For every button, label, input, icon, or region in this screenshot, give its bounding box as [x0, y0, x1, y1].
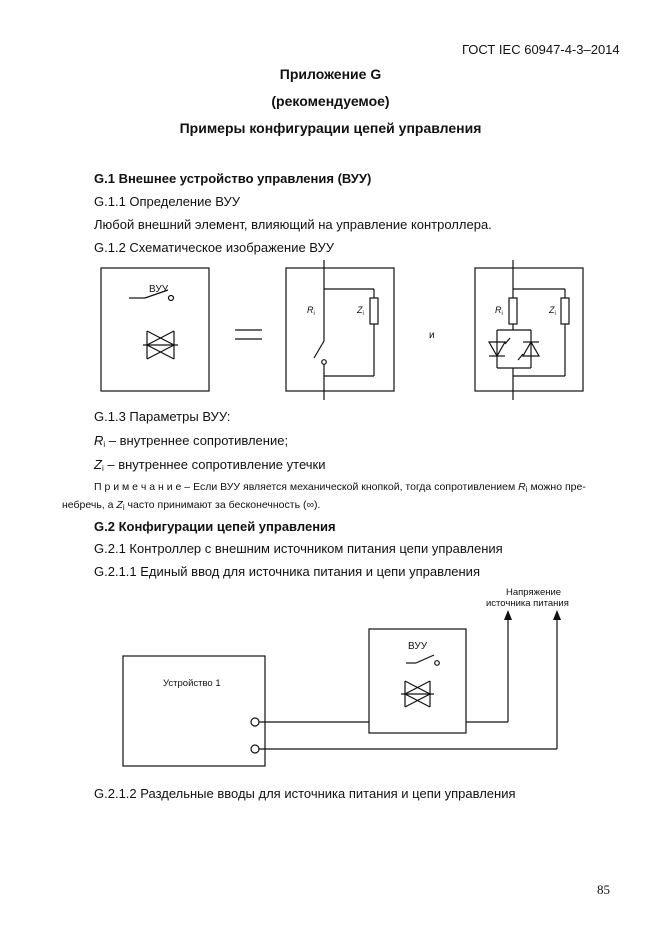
- ri-definition: $R_i$ – внутреннее сопротивление;: [94, 433, 289, 449]
- vuu-label: ВУУ: [149, 284, 169, 295]
- supply-label-line2: источника питания: [486, 598, 569, 609]
- terminal-1: [251, 718, 259, 726]
- standard-header: ГОСТ IEC 60947-4-3–2014: [462, 42, 620, 57]
- zi-symbol-mid: Z: [357, 305, 363, 315]
- annex-status: (рекомендуемое): [271, 93, 390, 109]
- terminal-2: [251, 745, 259, 753]
- note-line-2: небречь, а $Z_i$ часто принимают за бесконечность (∞).: [62, 499, 321, 512]
- zi-definition: $Z_i$ – внутреннее сопротивление утечки: [94, 457, 326, 473]
- definition-text: Любой внешний элемент, влияющий на управление контроллера.: [94, 217, 492, 232]
- annex-subtitle: Примеры конфигурации цепей управления: [179, 120, 482, 136]
- device-1-label: Устройство 1: [163, 678, 221, 689]
- zi-symbol-right: Z: [549, 305, 555, 315]
- device-1-box: [123, 656, 265, 766]
- g211-heading: G.2.1.1 Единый ввод для источника питания и цепи управления: [94, 564, 480, 579]
- page-number: 85: [597, 882, 610, 897]
- connector-word: и: [429, 330, 435, 341]
- g21-heading: G.2.1 Контроллер с внешним источником питания цепи управления: [94, 541, 503, 556]
- ri-symbol-mid: R: [307, 305, 314, 315]
- g112-heading: G.1.2 Схематическое изображение ВУУ: [94, 240, 335, 255]
- note-line-1: П р и м е ч а н и е – Если ВУУ является механической кнопкой, тогда сопротивлением $R_i$ можно пре-: [94, 481, 586, 494]
- svg-text:Ri: $R_i$: [495, 305, 503, 317]
- g113-heading: G.1.3 Параметры ВУУ:: [94, 409, 231, 424]
- supply-label-line1: Напряжение: [506, 587, 562, 598]
- g111-heading: G.1.1 Определение ВУУ: [94, 194, 240, 209]
- section-g2-heading: G.2 Конфигурации цепей управления: [94, 519, 336, 534]
- supply-arrow-1: [504, 610, 512, 620]
- svg-text:Ri: $R_i$: [307, 305, 315, 317]
- supply-arrow-2: [553, 610, 561, 620]
- g212-heading: G.2.1.2 Раздельные вводы для источника питания и цепи управления: [94, 786, 516, 801]
- section-g1-heading: G.1 Внешнее устройство управления (ВУУ): [94, 171, 372, 186]
- ri-symbol-right: R: [495, 305, 502, 315]
- svg-text:Zi: $Z_i$: [357, 305, 364, 317]
- vuu-label-figure2: ВУУ: [408, 641, 428, 652]
- annex-title: Приложение G: [279, 66, 382, 82]
- svg-text:Zi: $Z_i$: [549, 305, 556, 317]
